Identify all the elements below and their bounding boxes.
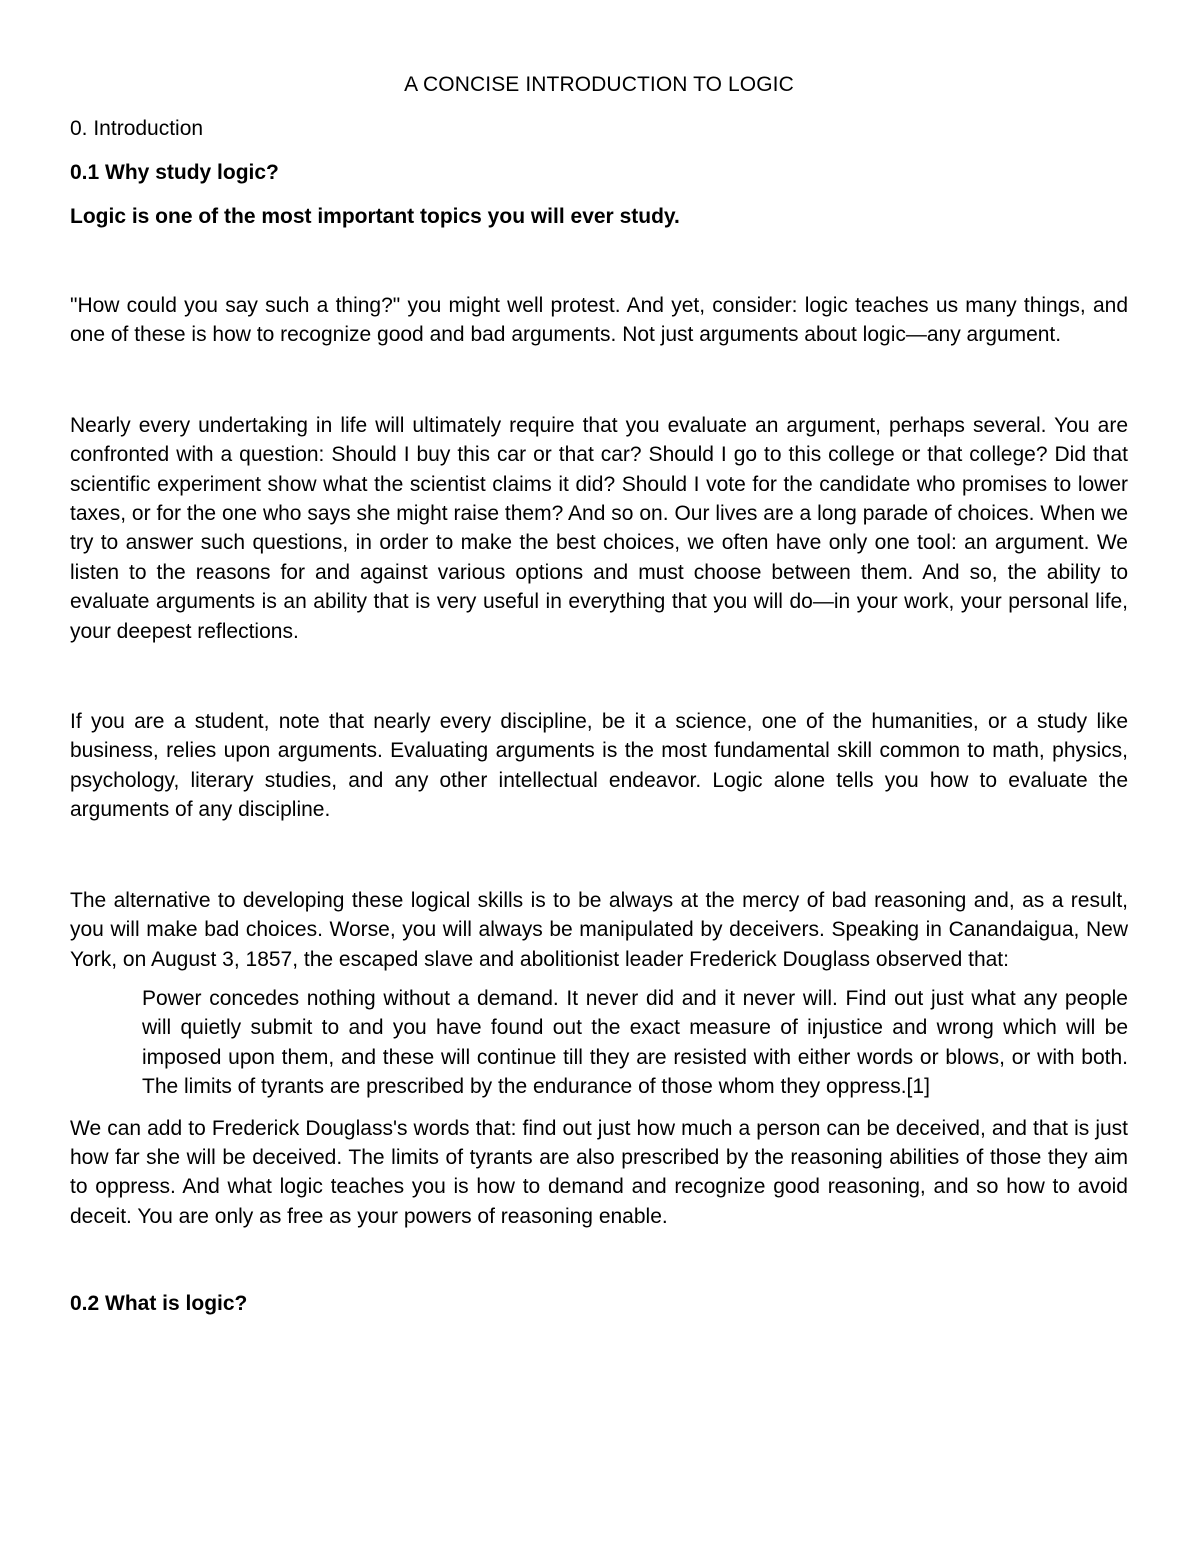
spacer (70, 646, 1128, 707)
lead-sentence: Logic is one of the most important topics you will ever study. (70, 205, 680, 228)
section-heading-what-is-logic: 0.2 What is logic? (70, 1292, 248, 1316)
spacer (70, 232, 1128, 291)
document-title: A CONCISE INTRODUCTION TO LOGIC (404, 73, 794, 96)
paragraph-student: If you are a student, note that nearly every discipline, be it a science, one of the humanities, or a study like business, relies upon arguments. Evaluating arguments is the most fundamental skill common to math, physics, psychology, literary studies, and any other intellectual endeavor. Logic alone tells you how to evaluate the arguments of any discipline. (70, 710, 1128, 822)
introduction-heading: 0. Introduction (70, 117, 204, 140)
douglass-quote: Power concedes nothing without a demand. It never did and it never will. Find out just what any people will quietly submit to and you have found out the exact measure of injustice and wrong which will be imposed upon them, and these will continue till they are resisted with either words or blows, or with both. The limits of tyrants are prescribed by the endurance of those whom they oppress.[1] (142, 986, 1128, 1099)
spacer (70, 1231, 1128, 1275)
paragraph-protest: "How could you say such a thing?" you might well protest. And yet, consider: logic teaches us many things, and one of these is how to recognize good and bad arguments. Not just arguments about logic—any argument. (70, 294, 1128, 347)
document-page (70, 70, 1128, 1319)
spacer (70, 825, 1128, 886)
spacer (70, 350, 1128, 411)
section-heading-why-study-logic: 0.1 Why study logic? (70, 161, 279, 184)
spacer (70, 1102, 1128, 1114)
paragraph-undertaking: Nearly every undertaking in life will ultimately require that you evaluate an argument, perhaps several. You are confronted with a question: Should I buy this car or that car? Should I go to this college or that college? Did that scientific experiment show what the scientist claims it did? Should I vote for the candidate who promises to lower taxes, or for the one who says she might raise them? And so on. Our lives are a long parade of choices. When we try to answer such questions, in order to make the best choices, we often have only one tool: an argument. We listen to the reasons for and against various options and must choose between them. And so, the ability to evaluate arguments is an ability that is very useful in everything that you will do—in your work, your personal life, your deepest reflections. (70, 413, 1128, 643)
paragraph-closing: We can add to Frederick Douglass's words that: find out just how much a person can be deceived, and that is just how far she will be deceived. The limits of tyrants are also prescribed by the reasoning abilities of those they aim to oppress. And what logic teaches you is how to demand and recognize good reasoning, and so how to avoid deceit. You are only as free as your powers of reasoning enable. (70, 1116, 1128, 1228)
paragraph-alternative: The alternative to developing these logical skills is to be always at the mercy of bad reasoning and, as a result, you will make bad choices. Worse, you will always be manipulated by deceivers. Speaking in Canandaigua, New York, on August 3, 1857, the escaped slave and abolitionist leader Frederick Douglass observed that: (70, 888, 1128, 971)
